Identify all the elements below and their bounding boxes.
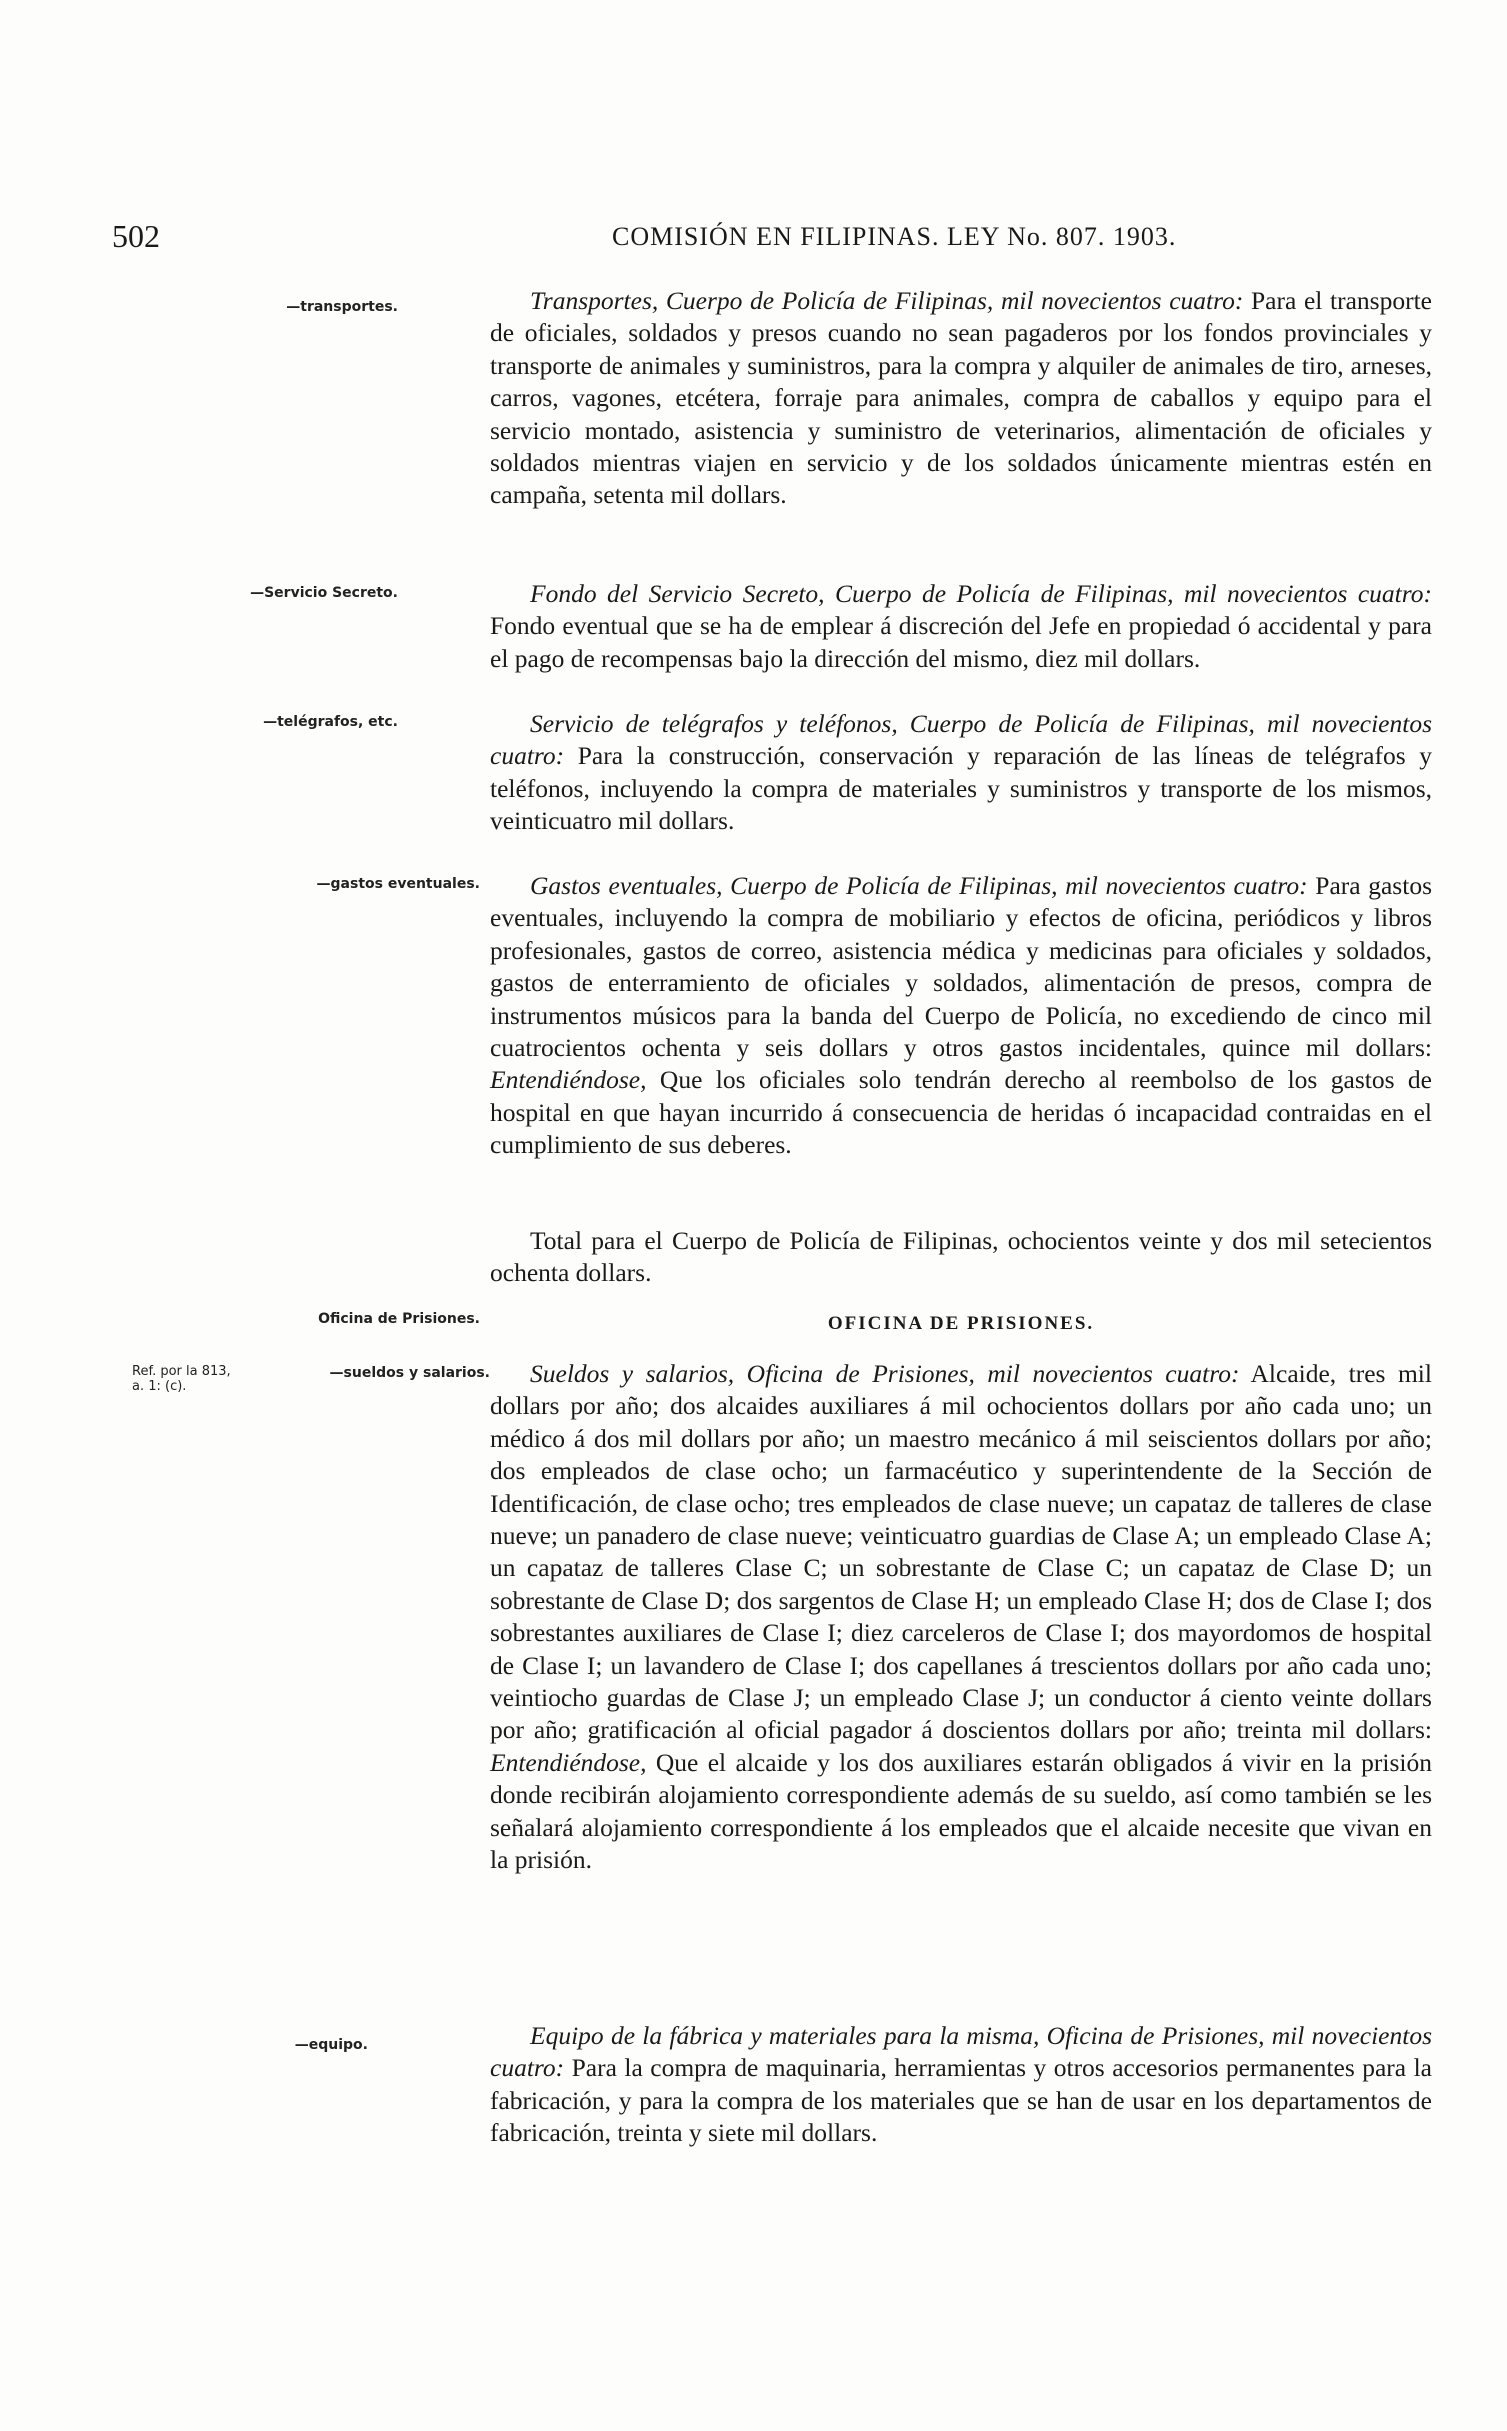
paragraph-body: Total para el Cuerpo de Policía de Filipinas, ochocientos veinte y dos mil setecientos ochenta dollars. [490,1226,1432,1288]
paragraph-total [490,1225,1432,1290]
paragraph-lead: Equipo de la fábrica y materiales para la misma, Oficina de Prisiones, mil novecientos cuatro: [490,2021,1432,2083]
paragraph-tail: Que el alcaide y los dos auxiliares estarán obligados á vivir en la prisión donde recibirán alojamiento correspondiente además de su sueldo, así como también se les señalará alojamiento correspondiente á los empleados que el alcaide necesite que vivan en la prisión. [490,1747,1432,1875]
paragraph-servicio-secreto [490,578,1432,675]
paragraph-equipo [490,2020,1432,2150]
margin-note-telegrafos: —telégrafos, etc. [263,714,398,730]
margin-note-transportes: —transportes. [286,299,398,315]
paragraph-sueldos [490,1358,1432,1877]
margin-note-oficina-prisiones: Oficina de Prisiones. [318,1311,480,1327]
margin-reference: Ref. por la 813, a. 1: (c). [132,1364,231,1394]
paragraph-lead: Gastos eventuales, Cuerpo de Policía de Filipinas, mil novecientos cuatro: [530,871,1308,900]
paragraph-proviso: Entendiéndose, [490,1065,647,1095]
paragraph-body: Para la compra de maquinaria, herramientas y otros accesorios permanentes para la fabricación, y para la compra de los materiales que se han de usar en los departamentos de fabricación, treinta y siete mil dollars. [490,2053,1432,2148]
section-heading: OFICINA DE PRISIONES. [827,1313,1095,1334]
margin-note-gastos-eventuales: —gastos eventuales. [316,876,480,892]
page-header [112,218,1302,258]
paragraph-body: Para el transporte de oficiales, soldados y presos cuando no sean pagaderos por los fondos provinciales y transporte de animales y suministros, para la compra y alquiler de animales de tiro, arneses, carros, vagones, etcétera, forraje para animales, compra de caballos y equipo para el servicio montado, asistencia y suministro de veterinarios, alimentación de oficiales y soldados mientras viajen en servicio y de los soldados únicamente mientras estén en campaña, setenta mil dollars. [490,286,1432,510]
paragraph-gastos-eventuales [490,870,1432,1162]
paragraph-transportes [490,285,1432,512]
margin-note-equipo: —equipo. [294,2037,368,2053]
paragraph-body: Para la construcción, conservación y reparación de las líneas de telégrafos y teléfonos, incluyendo la compra de materiales y suministros y transporte de los mismos, veinticuatro mil dollars. [490,741,1432,836]
paragraph-tail: Que los oficiales solo tendrán derecho al reembolso de los gastos de hospital en que hayan incurrido á consecuencia de heridas ó incapacidad contraidas en el cumplimiento de sus deberes. [490,1065,1432,1160]
paragraph-body: Fondo eventual que se ha de emplear á discreción del Jefe en propiedad ó accidental y para el pago de recompensas bajo la dirección del mismo, diez mil dollars. [490,611,1432,673]
paragraph-lead: Sueldos y salarios, Oficina de Prisiones, mil novecientos cuatro: [530,1359,1240,1388]
paragraph-body: Para gastos eventuales, incluyendo la compra de mobiliario y efectos de oficina, periódicos y libros profesionales, gastos de correo, asistencia médica y medicinas para oficiales y soldados, gastos de enterramiento de oficiales y soldados, alimentación de presos, compra de instrumentos músicos para la banda del Cuerpo de Policía, no excediendo de cinco mil cuatrocientos ochenta y seis dollars y otros gastos incidentales, quince mil dollars: [490,871,1432,1063]
paragraph-body: Alcaide, tres mil dollars por año; dos alcaides auxiliares á mil ochocientos dollars por año cada uno; un médico á dos mil dollars por año; un maestro mecánico á mil seiscientos dollars por año; dos empleados de clase ocho; un farmacéutico y superintendente de la Sección de Identificación, de clase ocho; tres empleados de clase nueve; un capataz de talleres de clase nueve; un panadero de clase nueve; veinticuatro guardias de Clase A; un empleado Clase A; un capataz de talleres Clase C; un sobrestante de Clase C; un capataz de Clase D; un sobrestante de Clase D; dos sargentos de Clase H; un empleado Clase H; dos de Clase I; dos sobrestantes auxiliares de Clase I; diez carceleros de Clase I; dos mayordomos de hospital de Clase I; un lavandero de Clase I; dos capellanes á trescientos dollars por año cada uno; veintiocho guardas de Clase J; un empleado Clase J; un conductor á ciento veinte dollars por año; gratificación al oficial pagador á doscientos dollars por año; treinta mil dollars: [490,1359,1432,1745]
paragraph-telegrafos [490,708,1432,838]
page-number: 502 [112,218,160,254]
running-head: COMISIÓN EN FILIPINAS. LEY No. 807. 1903. [612,222,1177,251]
paragraph-lead: Fondo del Servicio Secreto, Cuerpo de Policía de Filipinas, mil novecientos cuatro: [530,579,1432,608]
paragraph-lead: Transportes, Cuerpo de Policía de Filipinas, mil novecientos cuatro: [530,286,1244,315]
margin-note-servicio-secreto: —Servicio Secreto. [250,585,398,601]
paragraph-lead: Servicio de telégrafos y teléfonos, Cuerpo de Policía de Filipinas, mil novecientos cuatro: [490,709,1432,771]
paragraph-proviso: Entendiéndose, [490,1747,647,1777]
margin-note-sueldos: —sueldos y salarios. [329,1365,490,1381]
